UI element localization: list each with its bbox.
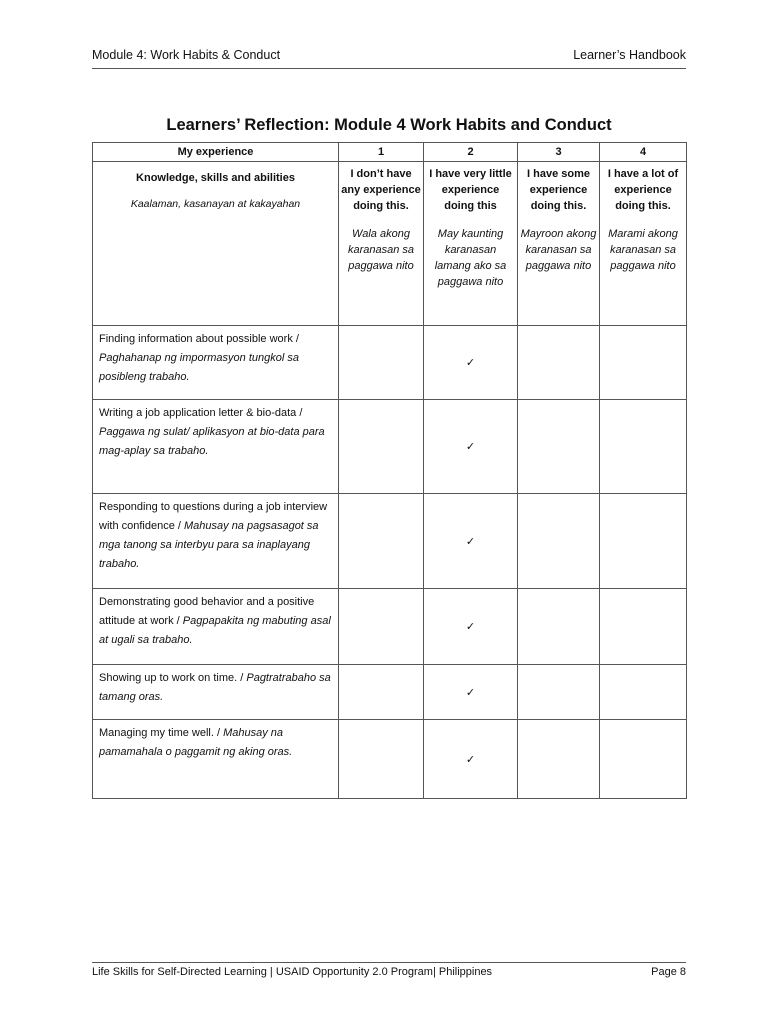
level-2-number: 2 bbox=[424, 143, 518, 162]
rating-cell bbox=[518, 665, 600, 720]
table-row bbox=[93, 665, 687, 720]
rating-cell bbox=[339, 589, 424, 665]
knowledge-cell bbox=[93, 162, 339, 326]
page-footer bbox=[92, 962, 686, 984]
level-4-description bbox=[600, 162, 687, 326]
rating-cell bbox=[518, 400, 600, 494]
level-2-en: I have very little experience doing this bbox=[429, 168, 512, 212]
rating-cell bbox=[339, 665, 424, 720]
table-row bbox=[93, 400, 687, 494]
level-3-en: I have some experience doing this. bbox=[527, 168, 590, 212]
skill-label-fil: Pagpapakita ng mabuting asal at ugali sa trabaho. bbox=[99, 615, 331, 646]
check-mark-icon: ✓ bbox=[424, 494, 518, 589]
rating-cell bbox=[600, 400, 687, 494]
level-4-en: I have a lot of experience doing this. bbox=[607, 168, 679, 212]
rating-cell bbox=[518, 720, 600, 799]
skill-label bbox=[93, 665, 339, 720]
page-number: Page 8 bbox=[651, 966, 686, 978]
rating-cell bbox=[600, 589, 687, 665]
check-mark-icon: ✓ bbox=[424, 589, 518, 665]
level-3-number: 3 bbox=[518, 143, 600, 162]
header-handbook-title: Learner’s Handbook bbox=[573, 48, 686, 62]
skill-label bbox=[93, 400, 339, 494]
level-4-number: 4 bbox=[600, 143, 687, 162]
header-module-title: Module 4: Work Habits & Conduct bbox=[92, 48, 281, 62]
skill-label-fil: Paghahanap ng impormasyon tungkol sa posibleng trabaho. bbox=[99, 352, 299, 383]
skill-label-en: Writing a job application letter & bio-data / bbox=[99, 407, 303, 419]
knowledge-label-fil: Kaalaman, kasanayan at kakayahan bbox=[130, 198, 301, 210]
rating-cell bbox=[518, 589, 600, 665]
check-mark-icon: ✓ bbox=[424, 326, 518, 400]
rating-cell bbox=[600, 665, 687, 720]
level-2-fil: May kaunting karanasan lamang ako sa paggawa nito bbox=[434, 228, 507, 288]
table-row bbox=[93, 720, 687, 799]
skill-label bbox=[93, 326, 339, 400]
skill-label bbox=[93, 720, 339, 799]
skill-label-fil: Mahusay na pagsasagot sa mga tanong sa interbyu para sa inaplayang trabaho. bbox=[99, 520, 319, 570]
skill-label-en: Responding to questions during a job interview with confidence / bbox=[99, 501, 328, 532]
table-row bbox=[93, 589, 687, 665]
rating-cell bbox=[600, 720, 687, 799]
skill-label-fil: Pagtratrabaho sa tamang oras. bbox=[99, 672, 331, 703]
skill-label bbox=[93, 589, 339, 665]
check-mark-icon: ✓ bbox=[424, 400, 518, 494]
skill-label-en: Demonstrating good behavior and a positive attitude at work / bbox=[99, 596, 315, 627]
description-row bbox=[93, 162, 687, 326]
check-mark-icon: ✓ bbox=[424, 665, 518, 720]
rating-cell bbox=[600, 326, 687, 400]
table-row bbox=[93, 494, 687, 589]
level-3-fil: Mayroon akong karanasan sa paggawa nito bbox=[520, 228, 597, 272]
rating-cell bbox=[339, 720, 424, 799]
skill-label-fil: Mahusay na pamamahala o paggamit ng aking oras. bbox=[99, 727, 293, 758]
header-row bbox=[93, 143, 687, 162]
table-row bbox=[93, 326, 687, 400]
reflection-table bbox=[92, 142, 687, 799]
level-1-en: I don’t have any experience doing this. bbox=[341, 168, 421, 212]
page-title: Learners’ Reflection: Module 4 Work Habits and Conduct bbox=[166, 116, 612, 134]
skill-label-en: Managing my time well. / bbox=[99, 727, 224, 739]
skill-label-en: Finding information about possible work / bbox=[99, 333, 299, 345]
skill-label-en: Showing up to work on time. / bbox=[99, 672, 247, 684]
level-1-fil: Wala akong karanasan sa paggawa nito bbox=[347, 228, 415, 272]
rating-cell bbox=[339, 494, 424, 589]
knowledge-label-en: Knowledge, skills and abilities bbox=[136, 172, 295, 184]
level-4-fil: Marami akong karanasan sa paggawa nito bbox=[608, 228, 678, 272]
rating-cell bbox=[518, 494, 600, 589]
rating-cell bbox=[339, 400, 424, 494]
my-experience-header: My experience bbox=[93, 143, 339, 162]
level-1-number: 1 bbox=[339, 143, 424, 162]
skill-label bbox=[93, 494, 339, 589]
level-1-description bbox=[339, 162, 424, 326]
check-mark-icon: ✓ bbox=[424, 720, 518, 799]
footer-program-text: Life Skills for Self-Directed Learning | USAID Opportunity 2.0 Program| Philippines bbox=[92, 966, 493, 978]
level-3-description bbox=[518, 162, 600, 326]
level-2-description bbox=[424, 162, 518, 326]
rating-cell bbox=[339, 326, 424, 400]
rating-cell bbox=[518, 326, 600, 400]
skill-label-fil: Paggawa ng sulat/ aplikasyon at bio-data para mag-aplay sa trabaho. bbox=[99, 426, 325, 457]
page-header bbox=[92, 46, 686, 69]
rating-cell bbox=[600, 494, 687, 589]
